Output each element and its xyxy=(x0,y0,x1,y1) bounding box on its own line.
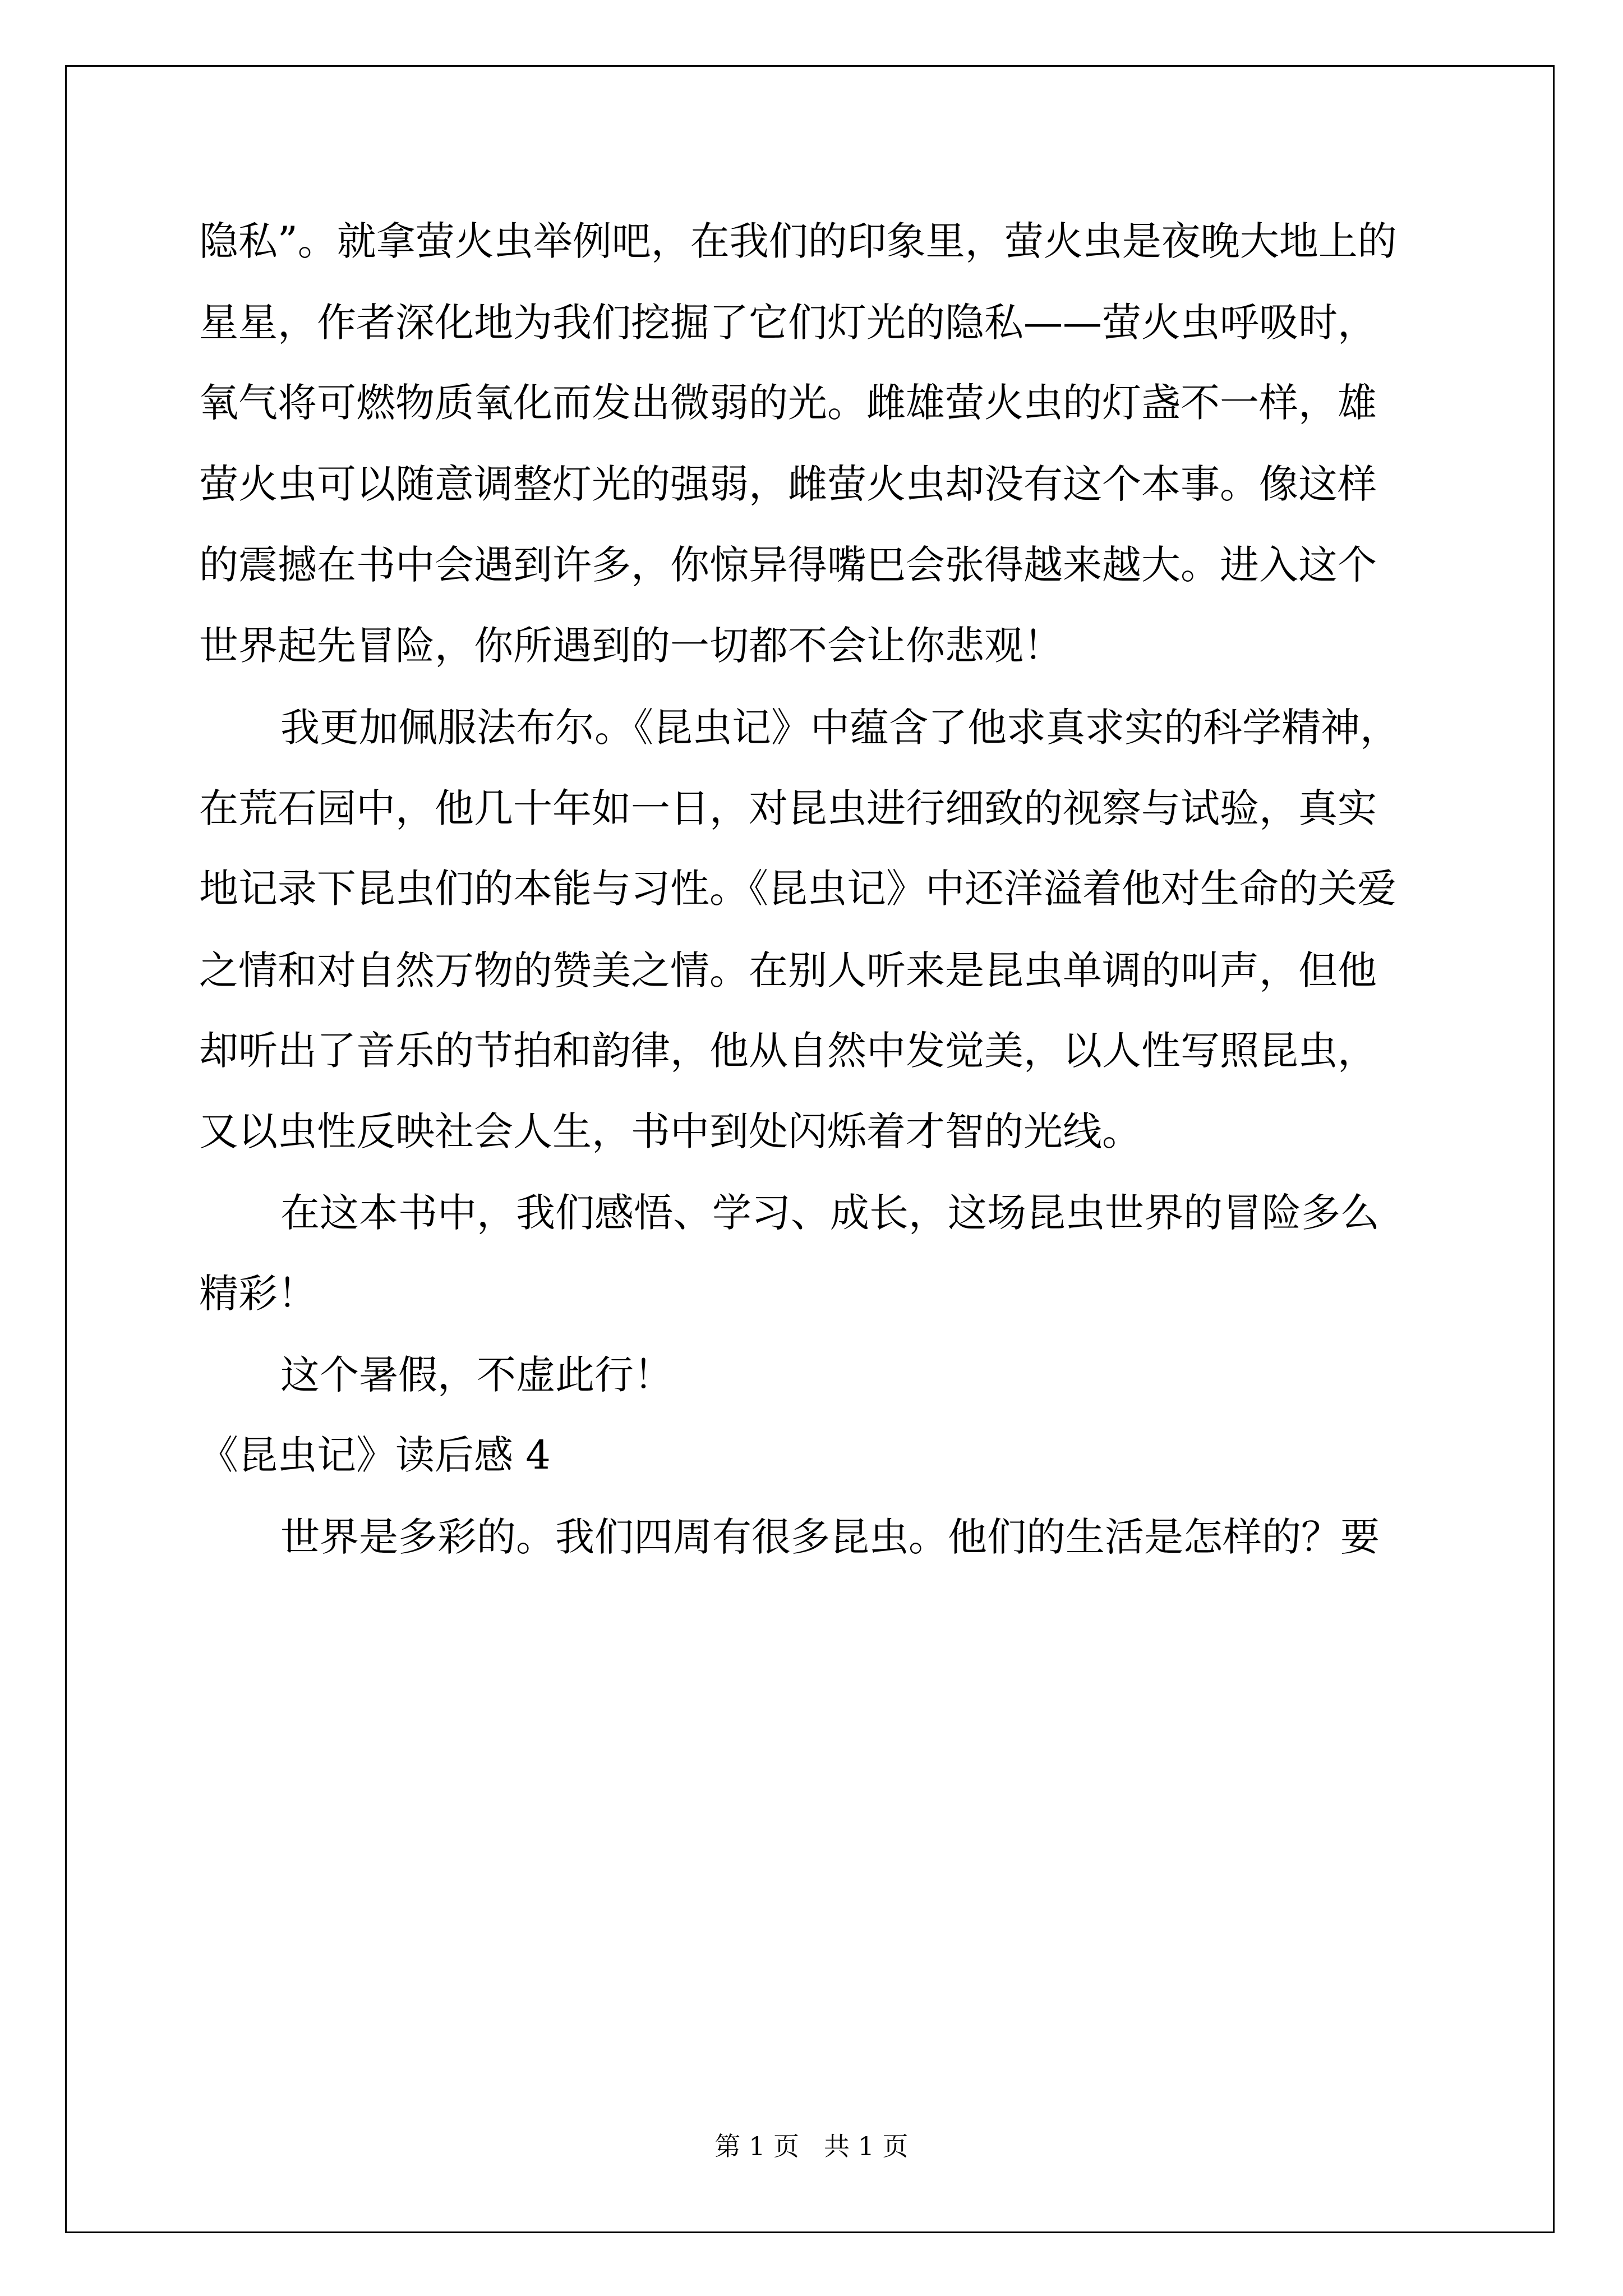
body-line: 萤火虫可以随意调整灯光的强弱，雌萤火虫却没有这个本事。像这样 xyxy=(199,461,1377,507)
body-line: 地记录下昆虫们的本能与习性。《昆虫记》中还洋溢着他对生命的关爱 xyxy=(199,866,1396,912)
body-line: 星星，作者深化地为我们挖掘了它们灯光的隐私——萤火虫呼吸时， xyxy=(199,300,1377,346)
body-line: 氧气将可燃物质氧化而发出微弱的光。雌雄萤火虫的灯盏不一样，雄 xyxy=(199,380,1377,426)
body-line: 精彩！ xyxy=(199,1271,317,1317)
body-line: 世界是多彩的。我们四周有很多昆虫。他们的生活是怎样的？要 xyxy=(280,1514,1380,1560)
section-heading: 《昆虫记》读后感 4 xyxy=(199,1432,551,1478)
page-total: 共 1 页 xyxy=(824,2131,909,2161)
page-number: 第 1 页 xyxy=(714,2131,799,2161)
body-line: 在这本书中，我们感悟、学习、成长，这场昆虫世界的冒险多么 xyxy=(280,1190,1380,1236)
body-line: 之情和对自然万物的赞美之情。在别人听来是昆虫单调的叫声，但他 xyxy=(199,947,1377,993)
body-line: 世界起先冒险，你所遇到的一切都不会让你悲观！ xyxy=(199,623,1063,669)
page-footer xyxy=(0,2126,1623,2163)
body-line: 却听出了音乐的节拍和韵律，他从自然中发觉美，以人性写照昆虫， xyxy=(199,1028,1377,1074)
body-line: 在荒石园中，他几十年如一日，对昆虫进行细致的视察与试验，真实 xyxy=(199,785,1377,831)
body-line: 我更加佩服法布尔。《昆虫记》中蕴含了他求真求实的科学精神， xyxy=(280,705,1399,751)
body-line: 的震撼在书中会遇到许多，你惊异得嘴巴会张得越来越大。进入这个 xyxy=(199,542,1377,588)
body-line: 又以虫性反映社会人生，书中到处闪烁着才智的光线。 xyxy=(199,1108,1141,1154)
body-line: 隐私”。就拿萤火虫举例吧，在我们的印象里，萤火虫是夜晚大地上的 xyxy=(199,218,1397,264)
body-line: 这个暑假，不虚此行！ xyxy=(280,1352,673,1398)
